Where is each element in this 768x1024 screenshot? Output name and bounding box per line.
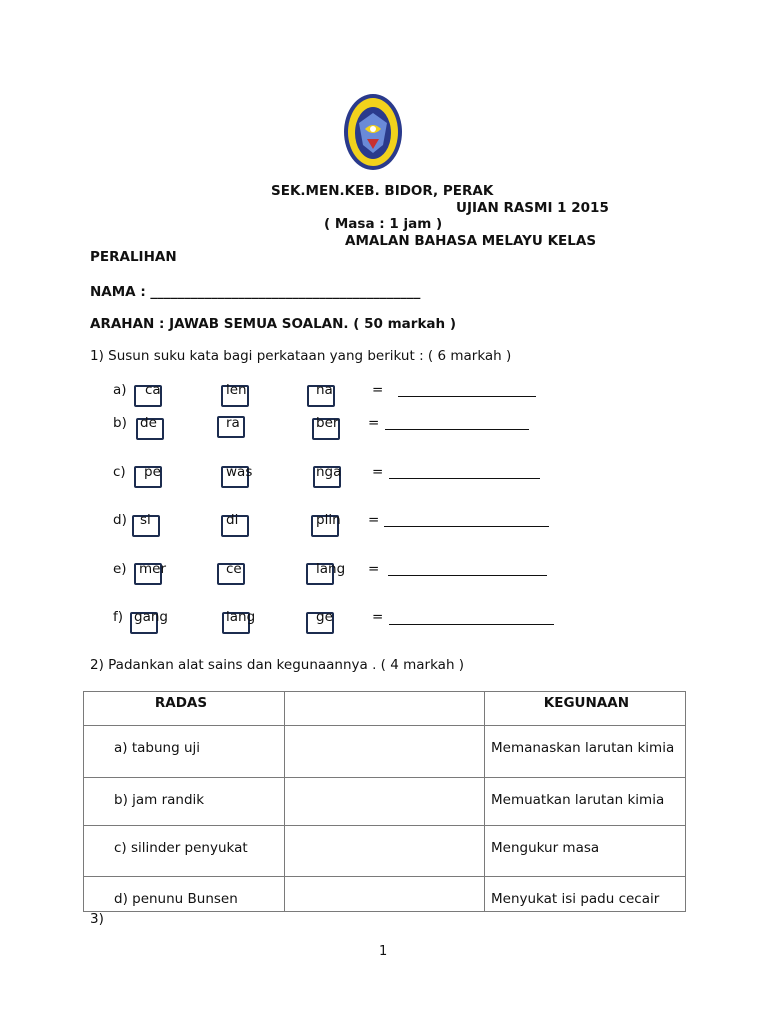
- header-kegunaan: KEGUNAAN: [485, 692, 686, 726]
- table-row: [84, 726, 686, 778]
- row-label: c): [113, 464, 126, 480]
- table-row: [84, 778, 686, 826]
- instruction-text: ARAHAN : JAWAB SEMUA SOALAN. ( 50 markah ): [90, 316, 457, 332]
- subject-title: AMALAN BAHASA MELAYU KELAS: [345, 233, 597, 249]
- syllable: lang: [226, 609, 256, 625]
- row-label: e): [113, 561, 127, 577]
- header-radas: RADAS: [84, 692, 285, 726]
- syllable: mer: [139, 561, 167, 577]
- row-label: b): [113, 415, 127, 431]
- equals-sign: =: [368, 561, 380, 577]
- matching-space[interactable]: [285, 778, 485, 826]
- equals-sign: =: [372, 382, 384, 398]
- matching-space[interactable]: [285, 877, 485, 912]
- item-cell: d) penunu Bunsen: [84, 877, 285, 912]
- exam-title: UJIAN RASMI 1 2015: [456, 200, 609, 216]
- equals-sign: =: [368, 512, 380, 528]
- equals-sign: =: [372, 464, 384, 480]
- syllable: len: [226, 382, 247, 398]
- answer-line[interactable]: [398, 396, 536, 397]
- matching-table: [83, 691, 686, 912]
- use-cell: Menyukat isi padu cecair: [485, 877, 686, 912]
- class-level: PERALIHAN: [90, 249, 177, 265]
- answer-line[interactable]: [389, 624, 554, 625]
- school-name: SEK.MEN.KEB. BIDOR, PERAK: [271, 183, 494, 199]
- syllable: pe: [144, 464, 161, 480]
- item-cell: a) tabung uji: [84, 726, 285, 778]
- syllable: plin: [316, 512, 341, 528]
- question-1-text: 1) Susun suku kata bagi perkataan yang berikut : ( 6 markah ): [90, 348, 512, 364]
- matching-space[interactable]: [285, 826, 485, 877]
- syllable: ge: [316, 609, 333, 625]
- syllable: gang: [134, 609, 168, 625]
- table-header-row: [84, 692, 686, 726]
- answer-line[interactable]: [384, 526, 549, 527]
- question-2-text: 2) Padankan alat sains dan kegunaannya . ( 4 markah ): [90, 657, 465, 673]
- exam-duration: ( Masa : 1 jam ): [324, 216, 443, 232]
- page-number: 1: [379, 944, 388, 959]
- syllable: ce: [226, 561, 242, 577]
- name-field-label: NAMA : ________________________________________: [90, 284, 421, 300]
- item-cell: b) jam randik: [84, 778, 285, 826]
- syllable: di: [226, 512, 239, 528]
- answer-line[interactable]: [389, 478, 540, 479]
- header-blank: [285, 692, 485, 726]
- row-label: d): [113, 512, 127, 528]
- table-row: [84, 877, 686, 912]
- question-3-text: 3): [90, 911, 104, 927]
- syllable: nga: [316, 464, 342, 480]
- syllable: ber: [316, 415, 339, 431]
- use-cell: Memanaskan larutan kimia: [485, 726, 686, 778]
- school-crest-logo: [343, 93, 403, 171]
- row-label: f): [113, 609, 124, 625]
- equals-sign: =: [372, 609, 384, 625]
- syllable: ca: [145, 382, 161, 398]
- answer-line[interactable]: [385, 429, 529, 430]
- equals-sign: =: [368, 415, 380, 431]
- use-cell: Memuatkan larutan kimia: [485, 778, 686, 826]
- syllable: was: [226, 464, 253, 480]
- syllable: lang: [316, 561, 346, 577]
- use-cell: Mengukur masa: [485, 826, 686, 877]
- row-label: a): [113, 382, 127, 398]
- table-row: [84, 826, 686, 877]
- syllable: ra: [226, 415, 240, 431]
- answer-line[interactable]: [388, 575, 547, 576]
- matching-space[interactable]: [285, 726, 485, 778]
- syllable: si: [140, 512, 151, 528]
- syllable: na: [316, 382, 333, 398]
- syllable: de: [140, 415, 157, 431]
- item-cell: c) silinder penyukat: [84, 826, 285, 877]
